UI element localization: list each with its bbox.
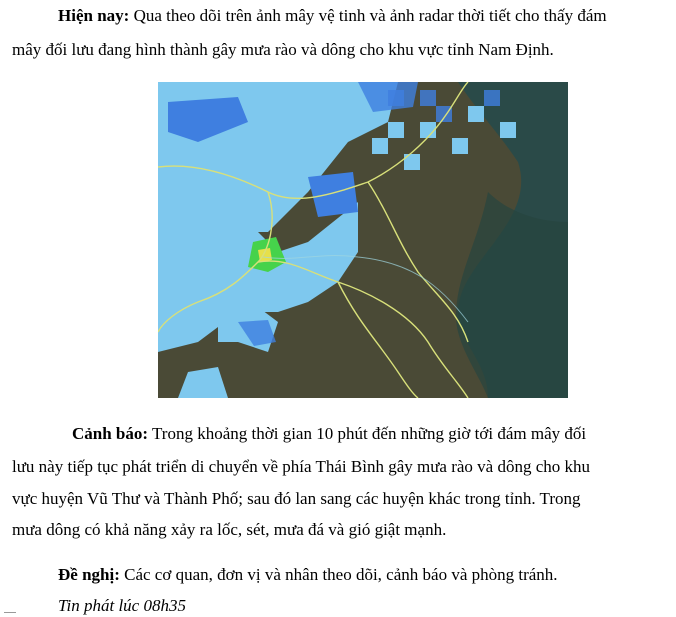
recommendation-label: Đề nghị:	[58, 565, 120, 584]
warning-label: Cảnh báo:	[72, 424, 149, 443]
current-line-1	[58, 6, 607, 26]
warning-line-2: lưu này tiếp tục phát triển di chuyển về phía Thái Bình gây mưa rào và dông cho khu	[12, 457, 591, 476]
current-label: Hiện nay:	[58, 6, 130, 25]
page-corner-mark	[4, 612, 16, 613]
warning-line-1	[72, 424, 586, 444]
current-line-2: mây đối lưu đang hình thành gây mưa rào và dông cho khu vực tỉnh Nam Định.	[12, 40, 554, 59]
radar-map-image	[158, 82, 568, 398]
radar-satellite-map	[158, 82, 568, 398]
recommendation-text: Các cơ quan, đơn vị và nhân theo dõi, cảnh báo và phòng tránh.	[124, 565, 558, 584]
issued-time: Tin phát lúc 08h35	[58, 596, 186, 615]
warning-line-4: mưa dông có khả năng xảy ra lốc, sét, mưa đá và gió giật mạnh.	[12, 520, 447, 539]
current-text-1: Qua theo dõi trên ảnh mây vệ tinh và ảnh radar thời tiết cho thấy đám	[133, 6, 607, 25]
recommendation-line	[58, 565, 558, 585]
warning-text-1: Trong khoảng thời gian 10 phút đến những giờ tới đám mây đối	[152, 424, 587, 443]
warning-line-3: vực huyện Vũ Thư và Thành Phố; sau đó lan sang các huyện khác trong tỉnh. Trong	[12, 489, 581, 508]
